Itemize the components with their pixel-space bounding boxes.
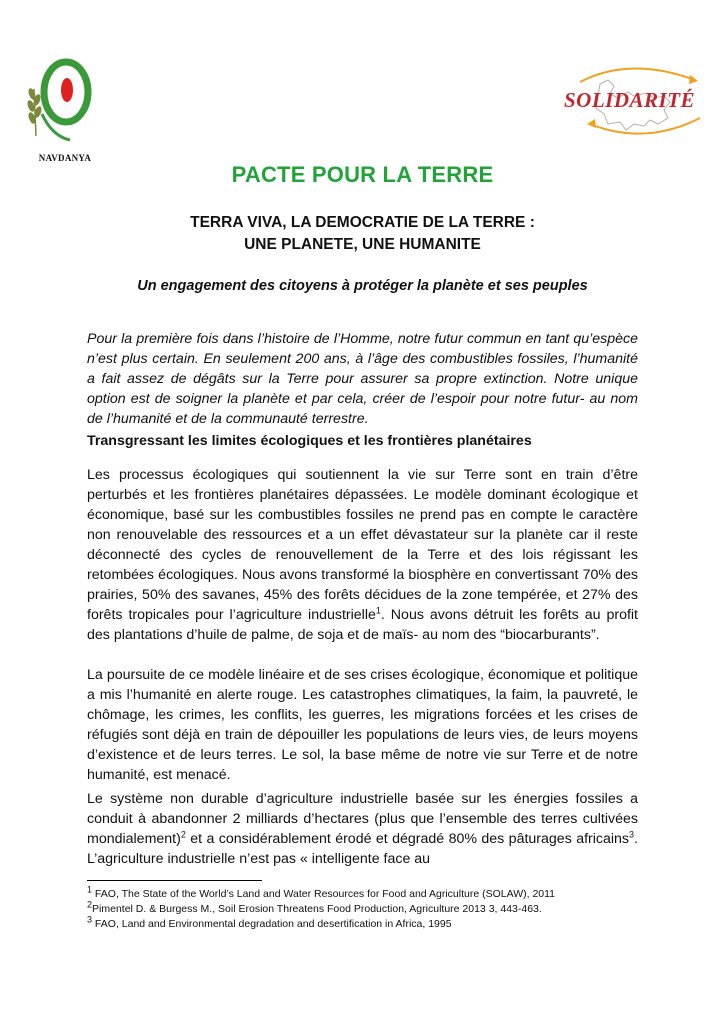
solidarite-logo-text: SOLIDARITÉ (564, 88, 696, 112)
tagline: Un engagement des citoyens à protéger la planète et ses peuples (137, 278, 588, 294)
paragraph-1-text-b: . Nous avons détruit les forêts au profit des plantations d’huile de palme, de soja et de maïs- au nom des “biocarburants”. (87, 607, 639, 643)
footnotes (87, 884, 647, 932)
section-heading: Transgressant les limites écologiques et les frontières planétaires (87, 433, 532, 449)
footnote-ref-3: 3 (629, 829, 635, 840)
paragraph-3 (87, 789, 638, 869)
paragraph-3-text-a: Le système non durable d’agriculture industrielle basée sur les énergies fossiles a conduit à abandonner 2 milliards d’hectares (plus que l’ensemble des terres cultivées mondialement) (87, 791, 638, 847)
intro-paragraph: Pour la première fois dans l’histoire de l’Homme, notre futur commun en tant qu’espèce n’est plus certain. En seulement 200 ans, à l’âge des combustibles fossiles, l’humanité a fait assez de dégâts sur la Terre pour assurer sa propre extinction. Notre unique option est de soigner la planète et par cela, créer de l’espoir pour notre futur- au nom de l’humanité et de la communauté terrestre. (87, 331, 638, 427)
paragraph-1-text-a: Les processus écologiques qui soutiennent la vie sur Terre sont en train d’être perturbés et les frontières planétaires dépassées. Le modèle dominant écologique et économique, basé sur les combustibles fossiles ne prend pas en compte le caractère non renouvelable des ressources et a un effet dévastateur sur la planète car il reste déconnecté des cycles de renouvellement de la Terre et des lois régissant les retombées écologiques. Nous avons transformé la biosphère en convertissant 70% des prairies, 50% des savanes, 45% des forêts décidues de la zone tempérée, et 27% des forêts tropicales pour l’agriculture industrielle (87, 467, 638, 623)
footnote-2 (87, 899, 647, 917)
footnote-3 (87, 914, 647, 932)
footnote-number: 1 (87, 884, 93, 895)
paragraph-3-text-b: et a considérablement érodé et dégradé 80% des pâturages africains (185, 831, 630, 847)
footnote-separator (87, 880, 262, 881)
footnote-ref-2: 2 (180, 829, 186, 840)
footnote-1 (87, 884, 647, 902)
subtitle-line-1: TERRA VIVA, LA DEMOCRATIE DE LA TERRE : (190, 214, 535, 231)
page-subtitle (0, 212, 725, 256)
footnote-text: FAO, The State of the World’s Land and Water Resources for Food and Agriculture (SOLAW), 2011 (92, 888, 556, 900)
subtitle-line-2: UNE PLANETE, UNE HUMANITE (244, 236, 481, 253)
paragraph-1 (87, 465, 638, 645)
footnote-text: Pimentel D. & Burgess M., Soil Erosion Threatens Food Production, Agriculture 2013 3, 443-463. (92, 903, 542, 915)
page-title: PACTE POUR LA TERRE (231, 162, 494, 187)
footnote-number: 3 (87, 914, 93, 925)
paragraph-3-text-c: . L’agriculture industrielle n’est pas « intelligente face au (87, 831, 638, 867)
footnote-number: 2 (87, 899, 93, 910)
navdanya-caption: NAVDANYA (38, 153, 92, 163)
navdanya-seed-logo-icon (22, 44, 102, 164)
footnote-text: FAO, Land and Environmental degradation and desertification in Africa, 1995 (92, 918, 452, 930)
footnote-ref-1: 1 (375, 605, 381, 616)
paragraph-2: La poursuite de ce modèle linéaire et de ses crises écologique, économique et politique a mis l’humanité en alerte rouge. Les catastrophes climatiques, la faim, la pauvreté, le chômage, les crimes, les conflits, les guerres, les migrations forcées et les crises de réfugiés sont déjà en train de dépouiller les populations de leurs vies, de leurs moyens d’existence et de leurs terres. Le sol, la base même de notre vie sur Terre et de notre humanité, est menacé. (87, 667, 638, 783)
